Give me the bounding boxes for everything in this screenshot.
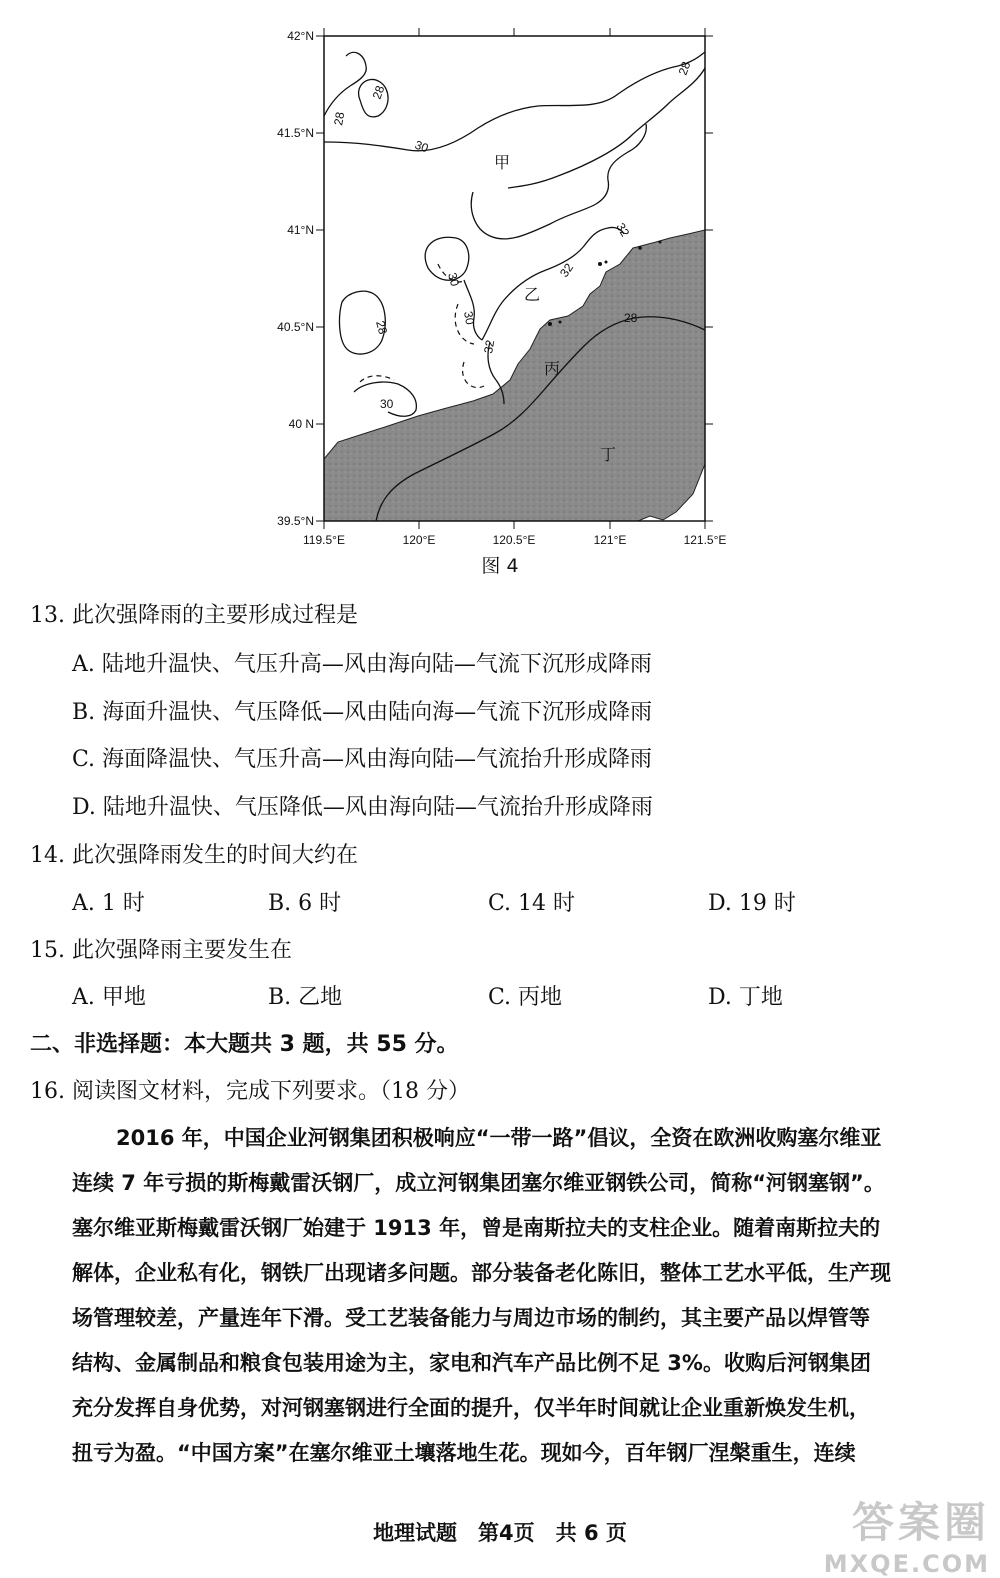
section-2-heading: 二、非选择题：本大题共 3 题，共 55 分。: [30, 1032, 459, 1057]
q14-option-a: A. 1 时: [72, 891, 145, 916]
contour-label-28-nw: 28: [369, 83, 388, 102]
passage-line-6: 结构、金属制品和粮食包装用途为主，家电和汽车产品比例不足 3%。收购后河钢集团: [72, 1351, 871, 1375]
lon-label-120-5: 120.5°E: [492, 533, 536, 547]
passage-line-7: 充分发挥自身优势，对河钢塞钢进行全面的提升，仅半年时间就让企业重新焕发生机，: [72, 1396, 870, 1420]
contour-label-32-coast: 32: [613, 220, 633, 240]
lon-label-120: 120°E: [402, 533, 436, 547]
place-ding: 丁: [600, 445, 617, 464]
question-14-stem: 14. 此次强降雨发生的时间大约在: [30, 843, 358, 868]
contour-label-28-sw: 28: [373, 319, 391, 336]
lat-label-40: 40 N: [288, 417, 314, 431]
q15-option-d: D. 丁地: [708, 985, 783, 1010]
lon-label-121: 121°E: [593, 533, 627, 547]
q13-option-b: B. 海面升温快、气压降低—风由陆向海—气流下沉形成降雨: [72, 700, 653, 725]
watermark-url: MXQE.COM: [823, 1550, 990, 1578]
lat-label-42: 42°N: [287, 29, 314, 43]
lat-label-41-5: 41.5°N: [277, 126, 314, 140]
contour-28-west: [324, 52, 366, 116]
lat-label-39-5: 39.5°N: [277, 514, 314, 528]
lat-label-40-5: 40.5°N: [277, 320, 314, 334]
q14-option-d: D. 19 时: [708, 891, 796, 916]
question-15-stem: 15. 此次强降雨主要发生在: [30, 938, 292, 963]
contour-label-30-n: 30: [412, 137, 431, 156]
figure-4-map: [268, 24, 738, 564]
place-yi: 乙: [524, 285, 541, 304]
place-jia: 甲: [494, 153, 511, 172]
contour-label-32-s: 32: [481, 338, 498, 355]
contour-label-32-mid: 32: [556, 260, 577, 280]
passage-line-8: 扭亏为盈。“中国方案”在塞尔维亚土壤落地生花。现如今，百年钢厂涅槃重生，连续: [72, 1441, 856, 1465]
page-footer: 地理试题 第4页 共 6 页: [373, 1521, 627, 1545]
contour-label-28-ne: 28: [675, 59, 694, 78]
q15-option-b: B. 乙地: [268, 985, 343, 1010]
question-13-stem: 13. 此次强降雨的主要形成过程是: [30, 603, 358, 628]
q15-option-c: C. 丙地: [488, 985, 563, 1010]
passage-line-5: 场管理较差，产量连年下滑。受工艺装备能力与周边市场的制约，其主要产品以焊管等: [72, 1306, 870, 1330]
passage-line-3: 塞尔维亚斯梅戴雷沃钢厂始建于 1913 年，曾是南斯拉夫的支柱企业。随着南斯拉夫的: [72, 1216, 881, 1240]
watermark: [824, 1490, 990, 1578]
figure-caption: 图 4: [481, 555, 519, 577]
question-16-stem: 16. 阅读图文材料，完成下列要求。（18 分）: [30, 1079, 470, 1104]
contour-30-jia: [471, 124, 646, 239]
lon-label-119-5: 119.5°E: [303, 533, 345, 547]
q13-option-a: A. 陆地升温快、气压升高—风由海向陆—气流下沉形成降雨: [72, 652, 652, 677]
place-bing: 丙: [544, 359, 561, 378]
contour-map: [268, 24, 738, 564]
lon-label-121-5: 121.5°E: [683, 533, 727, 547]
q14-option-c: C. 14 时: [488, 891, 576, 916]
watermark-text: 答案圈: [851, 1498, 990, 1547]
passage-line-2: 连续 7 年亏损的斯梅戴雷沃钢厂，成立河钢集团塞尔维亚钢铁公司，简称“河钢塞钢”。: [72, 1171, 885, 1195]
passage-line-4: 解体，企业私有化，钢铁厂出现诸多问题。部分装备老化陈旧，整体工艺水平低，生产现: [72, 1261, 891, 1285]
contour-label-30-mid: 30: [445, 271, 463, 288]
contour-label-28-land: 28: [624, 311, 638, 325]
passage-line-1: 2016 年，中国企业河钢集团积极响应“一带一路”倡议，全资在欧洲收购塞尔维亚: [116, 1126, 882, 1150]
q16-passage: [72, 1116, 967, 1476]
q13-option-d: D. 陆地升温快、气压降低—风由海向陆—气流抬升形成降雨: [72, 795, 653, 820]
q14-option-b: B. 6 时: [268, 891, 342, 916]
q13-option-c: C. 海面降温快、气压升高—风由海向陆—气流抬升形成降雨: [72, 747, 653, 772]
q15-option-a: A. 甲地: [72, 985, 146, 1010]
contour-label-30-s: 30: [461, 310, 478, 326]
lat-label-41: 41°N: [287, 223, 314, 237]
contour-label-28-w: 28: [331, 110, 348, 127]
contour-label-30-lower: 30: [380, 397, 394, 411]
contour-28-northeast: [508, 68, 705, 188]
